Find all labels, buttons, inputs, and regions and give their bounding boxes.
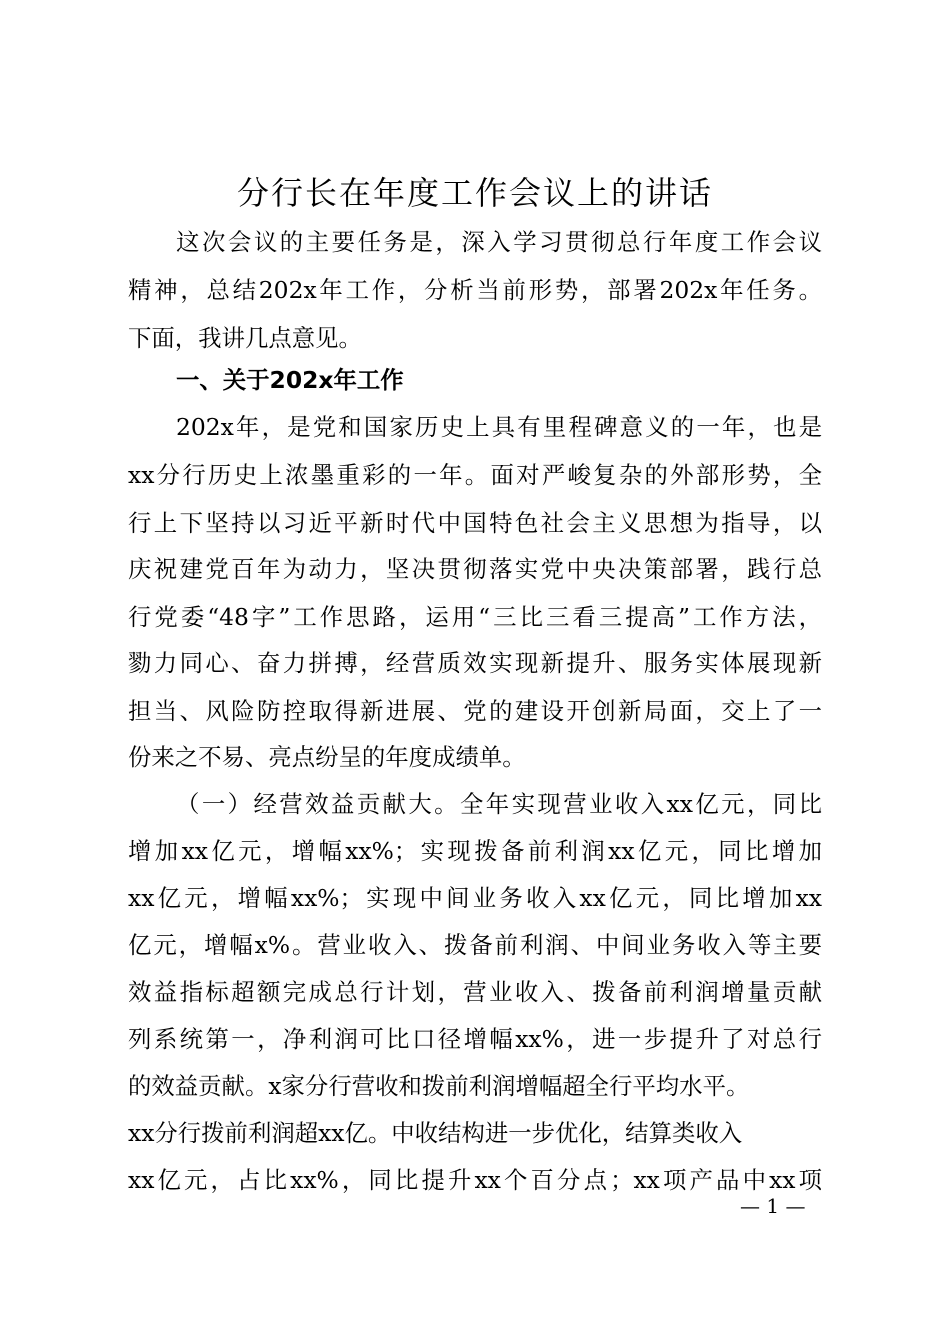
body-line: 行上下坚持以习近平新时代中国特色社会主义思想为指导，以 bbox=[128, 509, 822, 537]
body-line: 下面，我讲几点意见。 bbox=[128, 324, 362, 352]
page-number: — 1 — bbox=[740, 1194, 806, 1218]
body-line: xx分行历史上浓墨重彩的一年。面对严峻复杂的外部形势，全 bbox=[128, 461, 822, 489]
body-line: 的效益贡献。x家分行营收和拨前利润增幅超全行平均水平。 bbox=[128, 1072, 750, 1100]
body-line: 效益指标超额完成总行计划，营业收入、拨备前利润增量贡献 bbox=[128, 978, 822, 1006]
body-line: xx亿元，增幅xx%；实现中间业务收入xx亿元，同比增加xx bbox=[128, 884, 822, 912]
body-line: 增加xx亿元，增幅xx%；实现拨备前利润xx亿元，同比增加 bbox=[128, 837, 822, 865]
body-line: 担当、风险防控取得新进展、党的建设开创新局面，交上了一 bbox=[128, 697, 822, 725]
section-heading: 一、关于202x年工作 bbox=[176, 366, 404, 394]
body-line: xx分行拨前利润超xx亿。中收结构进一步优化，结算类收入 bbox=[128, 1119, 743, 1147]
document-title: 分行长在年度工作会议上的讲话 bbox=[236, 174, 713, 212]
body-line: 202x年，是党和国家历史上具有里程碑意义的一年，也是 bbox=[176, 413, 822, 441]
body-line: 精神，总结202x年工作，分析当前形势，部署202x年任务。 bbox=[128, 276, 822, 304]
body-line: 行党委“48字”工作思路，运用“三比三看三提高”工作方法， bbox=[128, 603, 822, 631]
body-line: 勠力同心、奋力拼搏，经营质效实现新提升、服务实体展现新 bbox=[128, 649, 822, 677]
body-line: xx亿元，占比xx%，同比提升xx个百分点；xx项产品中xx项 bbox=[128, 1166, 822, 1194]
body-line: 这次会议的主要任务是，深入学习贯彻总行年度工作会议 bbox=[176, 228, 822, 256]
subsection-line: （一）经营效益贡献大。全年实现营业收入xx亿元，同比 bbox=[176, 790, 822, 818]
body-line: 列系统第一，净利润可比口径增幅xx%，进一步提升了对总行 bbox=[128, 1025, 822, 1053]
body-line: 亿元，增幅x%。营业收入、拨备前利润、中间业务收入等主要 bbox=[128, 931, 822, 959]
body-line: 庆祝建党百年为动力，坚决贯彻落实党中央决策部署，践行总 bbox=[128, 555, 822, 583]
body-line: 份来之不易、亮点纷呈的年度成绩单。 bbox=[128, 743, 526, 771]
